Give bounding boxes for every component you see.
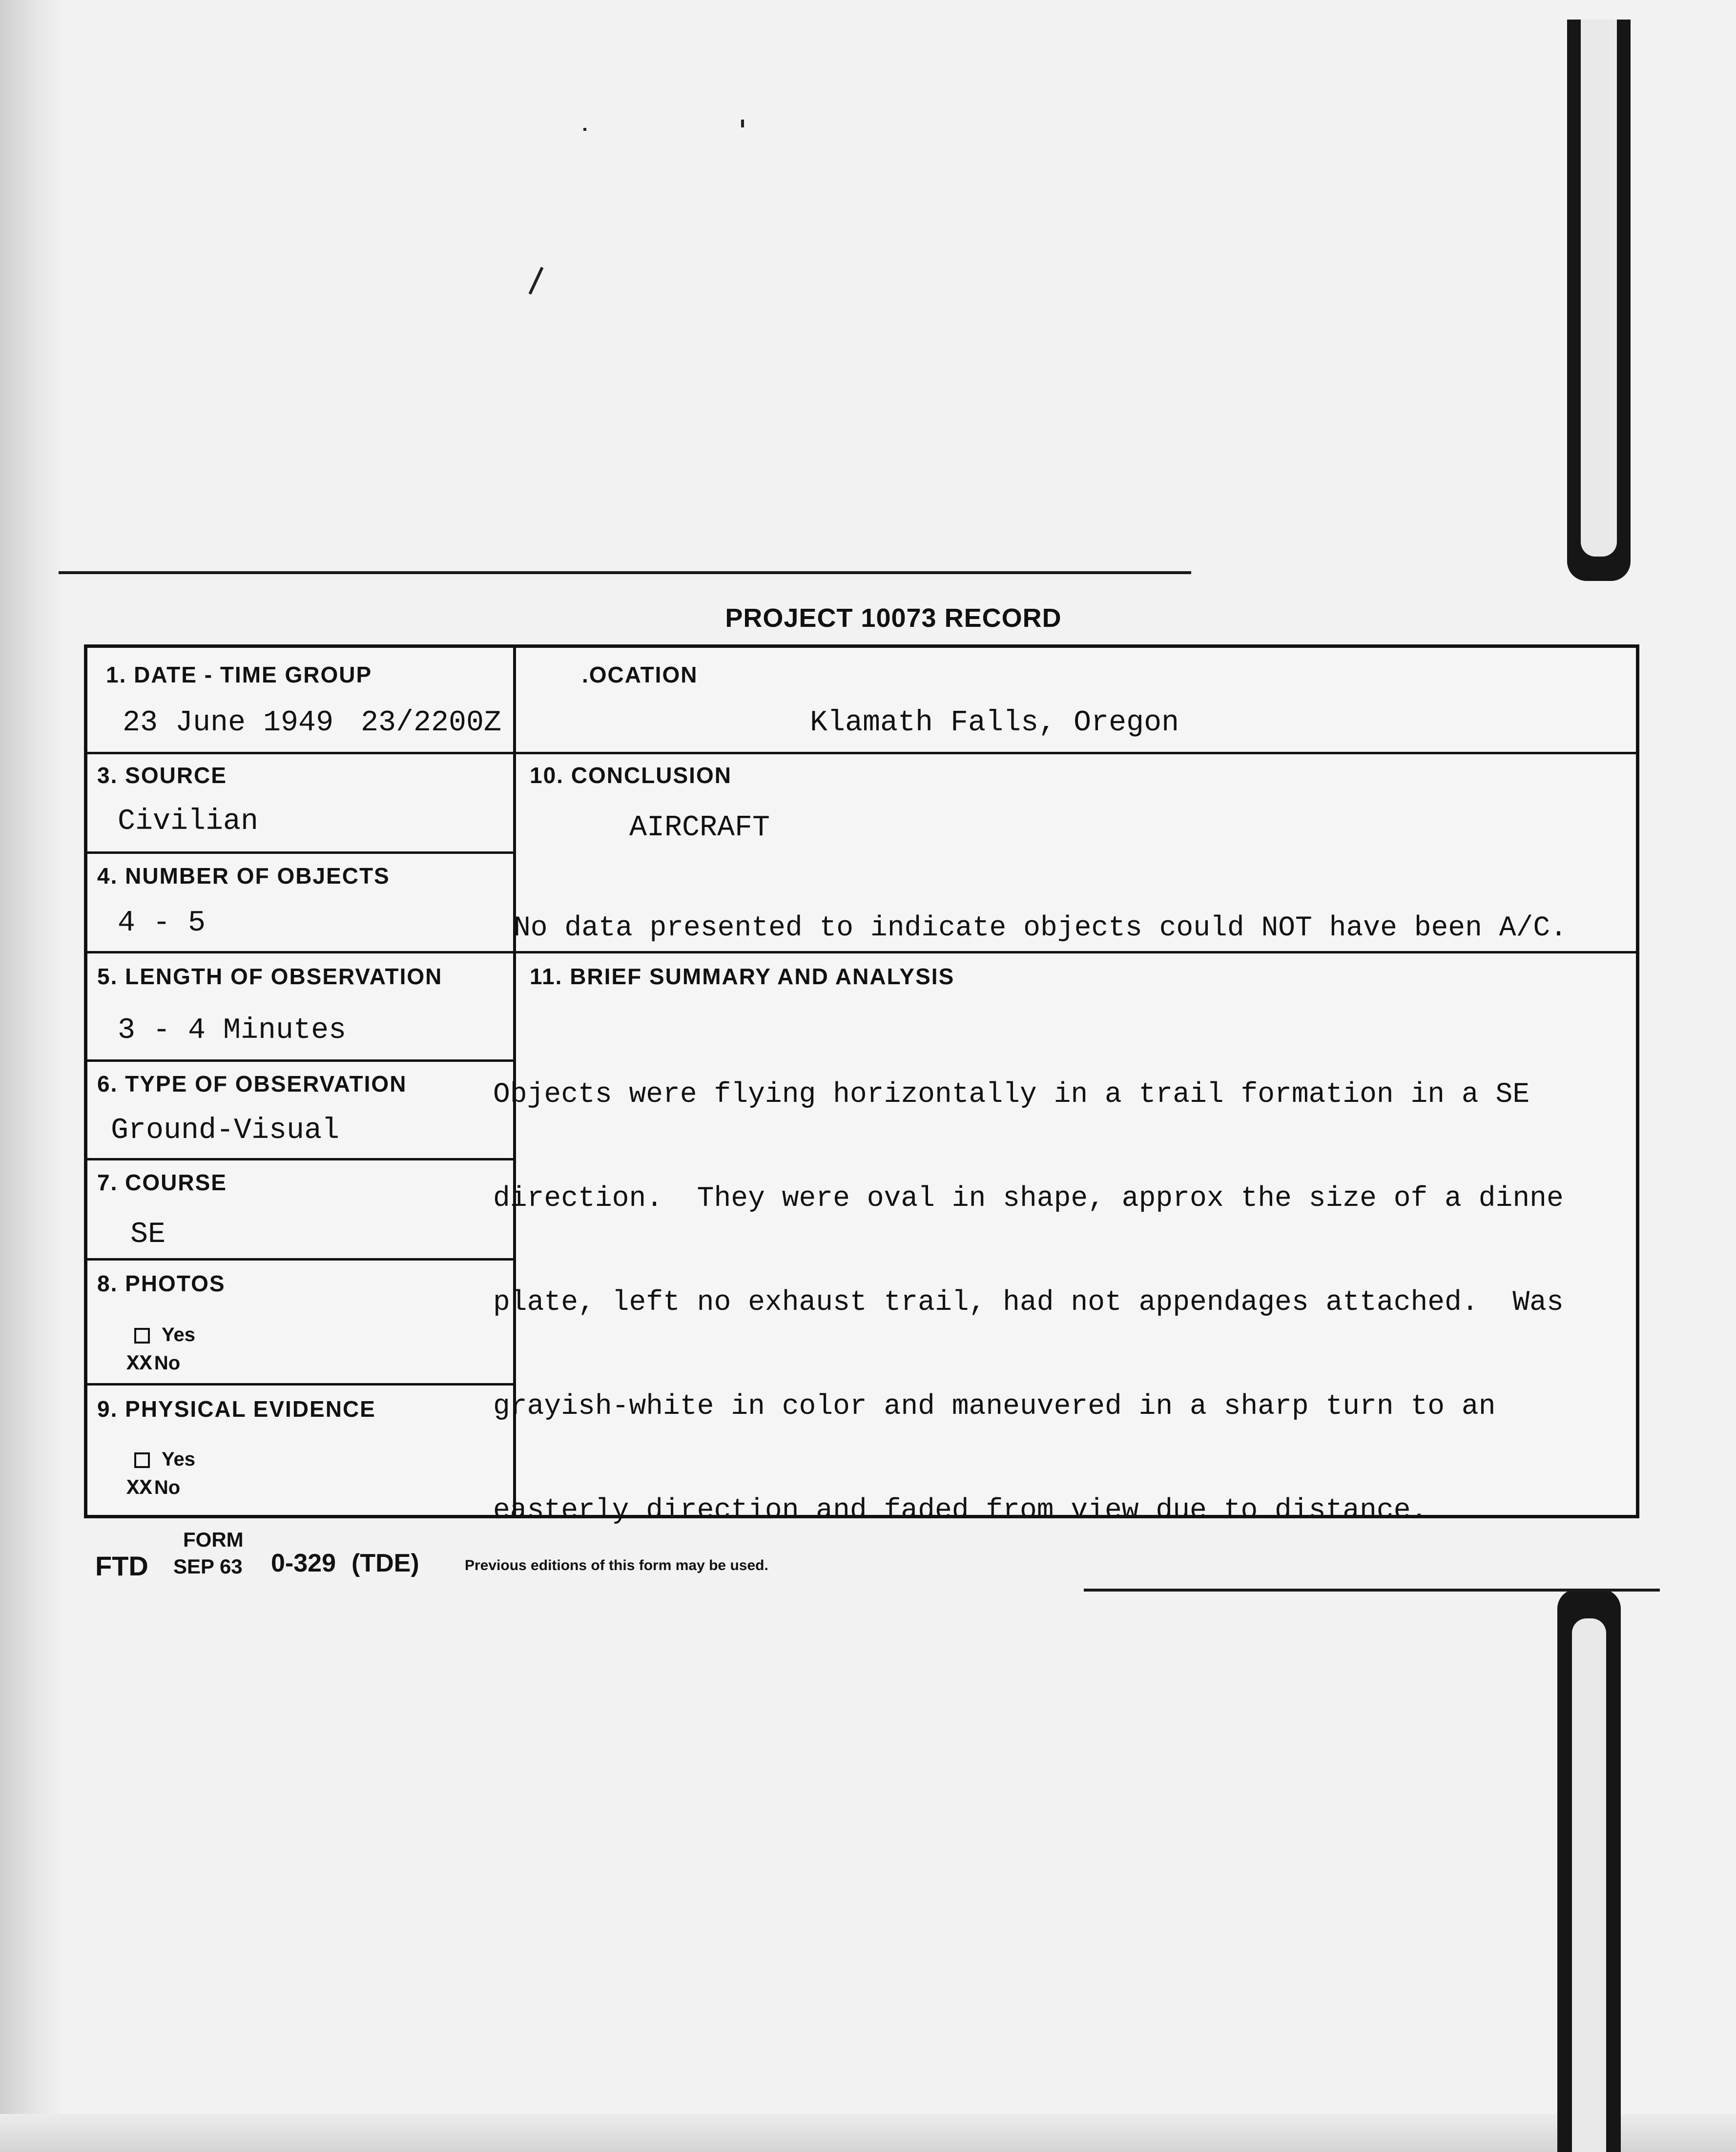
page-bottom-edge [0,2114,1736,2152]
bottom-separator-line [1084,1589,1660,1592]
physical-evidence-label: 9. PHYSICAL EVIDENCE [97,1396,376,1422]
observation-date: 23 June 1949 [123,706,334,740]
page-edge-shadow [0,0,63,2152]
row-divider [87,851,515,854]
paper-mark [529,267,544,295]
form-office: (TDE) [351,1549,419,1577]
form-number: 0-329 [271,1549,336,1577]
paper-mark [741,120,744,127]
row-divider [87,1383,515,1386]
binder-clip-bottom [1557,1589,1621,2152]
summary-line: Objects were flying horizontally in a trail formation in a SE [493,1079,1530,1111]
location-label: .OCATION [582,662,698,687]
row-divider [87,1258,515,1261]
location-value: Klamath Falls, Oregon [810,706,1179,740]
summary-text [493,1008,1655,1563]
unchecked-box-icon [134,1328,150,1344]
row-divider [87,752,1636,754]
row-divider [87,1158,515,1160]
row-divider [87,1059,515,1062]
summary-line: easterly direction and faded from view due to distance. [493,1495,1428,1527]
x-mark-icon: XX [126,1476,152,1501]
source-label: 3. SOURCE [97,763,227,788]
observation-time: 23/2200Z [361,706,502,740]
summary-line: plate, left no exhaust trail, had not appendages attached. Was [493,1287,1564,1319]
ftd-label: FTD [95,1551,148,1581]
course-label: 7. COURSE [97,1170,227,1195]
summary-label: 11. BRIEF SUMMARY AND ANALYSIS [530,964,955,989]
paper-mark [583,128,586,131]
summary-line: direction. They were oval in shape, approx the size of a dinne [493,1183,1564,1215]
top-separator-line [59,571,1191,574]
summary-line: grayish-white in color and maneuvered in a sharp turn to an [493,1391,1496,1423]
form-word: FORM [183,1528,244,1551]
source-value: Civilian [118,805,259,838]
length-of-observation-value: 3 - 4 Minutes [118,1014,347,1047]
physical-evidence-yes-option: Yes [134,1448,195,1470]
conclusion-value: AIRCRAFT [629,811,770,845]
number-of-objects-value: 4 - 5 [118,907,206,940]
form-title: PROJECT 10073 RECORD [725,603,1062,633]
row-divider [87,951,1636,953]
number-of-objects-label: 4. NUMBER OF OBJECTS [97,863,390,889]
form-date: SEP 63 [173,1555,243,1578]
binder-clip-top [1567,20,1631,581]
photos-yes-option: Yes [134,1324,195,1346]
type-of-observation-label: 6. TYPE OF OBSERVATION [97,1071,407,1097]
editions-note: Previous editions of this form may be used. [465,1557,768,1573]
x-mark-icon: XX [126,1352,152,1376]
course-value: SE [130,1218,166,1251]
photos-no-option: XX No [126,1352,181,1376]
photos-label: 8. PHOTOS [97,1271,226,1296]
length-of-observation-label: 5. LENGTH OF OBSERVATION [97,964,443,989]
unchecked-box-icon [134,1452,150,1468]
date-time-label: 1. DATE - TIME GROUP [106,662,372,687]
type-of-observation-value: Ground-Visual [111,1114,340,1147]
conclusion-note: No data presented to indicate objects could NOT have been A/C. [514,912,1567,944]
conclusion-label: 10. CONCLUSION [530,763,732,788]
physical-evidence-no-option: XX No [126,1476,181,1501]
